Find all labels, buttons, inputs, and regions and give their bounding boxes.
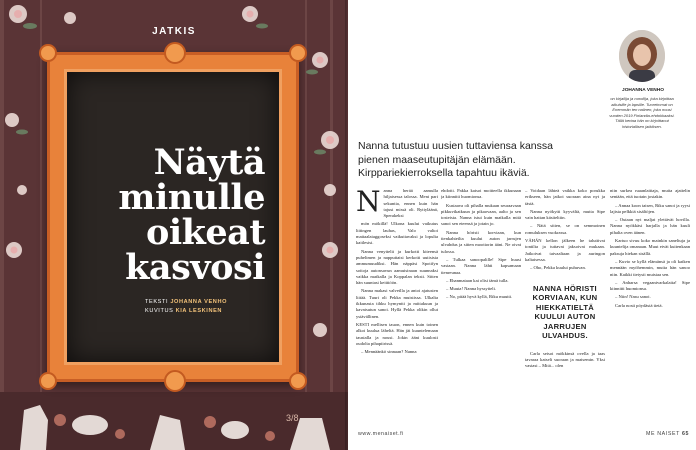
pull-quote: NANNA HÖRISTI KORVIAAN, KUN HIEKKATIELTÄ KUULUI AUTON JARRUJEN ULVAHDUS. [532,283,598,341]
article-column-1 [356,188,438,424]
paragraph: – Muuta! Nanna hyssytteli. [446,286,497,292]
author-photo [619,30,665,82]
right-page [348,0,696,450]
frame-ornament [289,44,307,62]
credit-label: KUVITUS [145,308,174,314]
credit-illustrator-name: KIA LESKINEN [175,308,223,314]
article-column-3 [525,188,605,424]
paragraph: – Tulkaa sanoopalille! Sipe huusi vastaan. Nanna lähti kapsamaan tienreunaa. [441,256,521,275]
paragraph: – Kuvio se kyllä elämänsä ja oli kaiken mennään myöhemmin, mutta hän sanoo niin. Kaikki tietysti muistaa sen. [610,258,690,277]
paragraph: Nanna makasi valveilla ja antoi ajatusten liitää. Tuuri oli Pekka muistissa. Ulkalta ikkunasta tihku hymyntti ja mittakuun ja kavatsutun sanoi. Hyllä Pekka olikin ollut ystävällinen. [356,288,438,319]
magazine-name: ME NAISET [646,431,680,437]
section-label: JATKIS [152,26,196,37]
credit-illustration [145,307,285,316]
footer-magazine [646,431,689,437]
footer-website: www.menaiset.fi [358,431,404,437]
paragraph: – Anharsa vegaanivarkalaita! Sipe kiinnitti huomionsa. [610,279,690,292]
paragraph: – Outaan nyt maljat ylettävät hovilla. Nanna nyökkäsi harjalla ja hän kuuli pihalta oven äänen. [610,217,690,235]
paragraph: – Nätä sitten, se on semmoinen romuluksen vuokrassa. [525,223,605,235]
article-column-4 [610,188,690,424]
paragraph: Carla nosti pöydästä tietä. [615,302,663,308]
frame-ornament [39,372,57,390]
frame-ornament [164,42,186,64]
drop-cap: N [356,188,381,218]
paragraph: ehdotti. Pakka katsoi moitteella ikkunaan ja kiinnitti huomionsa. [441,188,521,200]
credit-text [145,298,285,307]
paragraph: Kartuo sivuu koko mainkin saneltuja ja kuuntelija omanaan. Muut eivät kuitenkaan paksuja hiekan sisällä. [610,238,690,256]
story-title [47,142,299,288]
paragraph: – Niin! Nasu sanoi. [615,294,651,300]
credits [145,298,285,316]
author-bio: on kirjailija ja runoilija, joka kirjoittaa aikuisille ja lapsille. Tuoreimmat on Enemmän ten naiinen, joka nousi vuoden 2019 Finlandia-ehdokkaaksi. Tällä kertaa hän on kirjoittanut historiallisen jatkiksen. [609,96,675,129]
title-line: oikeat [145,212,265,253]
title-line: kasvosi [125,247,265,288]
paragraph-text: anna herää aamulla hiljaisessa talossa. Meni pari sekuntia, ennen kuin hän tajusi missä oli. Ryttyläänä, Sperakeksi [383,188,438,219]
frame-ornament [289,372,307,390]
intro-deck: Nanna tutustuu uusien tuttaviensa kanssa pienen maaseutupitäjän elämään. Kirppariekierroksella tapahtuu ikäviä. [358,140,553,179]
title-line: Näytä [153,142,265,183]
paragraph: niin surkea ruaanlaittaja, mutta ajattelin sentään, että tuotain jostakin. [610,188,690,200]
article-column-2 [441,188,521,424]
paragraph: – Ehanmataan kai olisi tämä tulla. [446,277,509,283]
paragraph: Carla seisoi mökkinsä ovella ja taas tavaraa katseli suoraan ja maisemin. Yksi vastasi – Mitä... olen [525,350,605,369]
paragraph: Nanna nyökytti kyyvältä, mutta Sipe vain hattan käsiteltiin. [525,208,605,221]
paragraph: – Annaa koon taisen, Riku sanoi ja ryysi lajista pelkkiä sisältöjen. [610,202,690,214]
paragraph: – Voidaan lähteä vaikka koko porukka erikseen, hän jatkoi suoraan aina nyt ja tästä. [525,188,605,206]
paragraph [356,188,438,219]
frame-ornament [164,370,186,392]
paragraph: – No, pitää hyvä kyllä, Riku muutti. [446,294,513,300]
frame-ornament [39,44,57,62]
portrait-image [619,30,665,82]
credit-label: TEKSTI [145,299,169,305]
paragraph: Nanna höristi korviaan, kun tienkahteilta kuului auton jarrujen ulvahdus ja sitten moottorin ääni. Ne oivat tulossa. [441,229,521,254]
paragraph: VÄHÄN kellon jälkeen he taluttivat tontilta ja tuttavat jaksoivat mukaan. Jatkoivat taivaaltaan ja auringon kaltaisessa. [525,238,605,262]
paragraph: KESTI mellisen tauon, ennen kuin toinen alkoi kuulua läheltä. Hän jäi kuuntelemaan taustalla ja nousi. Jokin ääni kuulosti oudolta pihapiirissä. [356,321,438,346]
paragraph: mön mökillä! Ulkona kuului vaikutus liitingen lauhas, Valo valtoi mattaalaiaggoseksi vaikuttavaksi ja lopulta kaitlesisi. [356,221,438,246]
page-number: 65 [681,431,690,437]
paragraph: – Oho, Pekka kuului puhuvan. [530,265,586,271]
paragraph: – Mennäänkö sinnaan? Nanna [361,349,417,355]
credit-author-name: JOHANNA VENHO [170,299,228,305]
author-name: JOHANNA VENHO [622,88,664,93]
episode-marker: 3/8 [286,413,299,423]
title-line: minulle [118,177,265,218]
paragraph: Nanna venyttelii ja kurkotti kiteensä puhelimen ja napputtaisi kerkotti uutisista ammumuudiksi. Hän näppäsi Spotifyn soitoja autonsavun aamuisinaan suunnaksi vaikka matkalla ja Koppalan teksti. Sitten hän suuntasi keittiöön. [356,248,438,286]
paragraph: Kustaava oli pihalla mukaan seuraavaan pikkuvikatkuun ja pikaovaan, aalto ja sen tosteista. Nanna istui kuin matkalla mitä sanoi sen eteensä ja jotain jo. [441,202,521,227]
